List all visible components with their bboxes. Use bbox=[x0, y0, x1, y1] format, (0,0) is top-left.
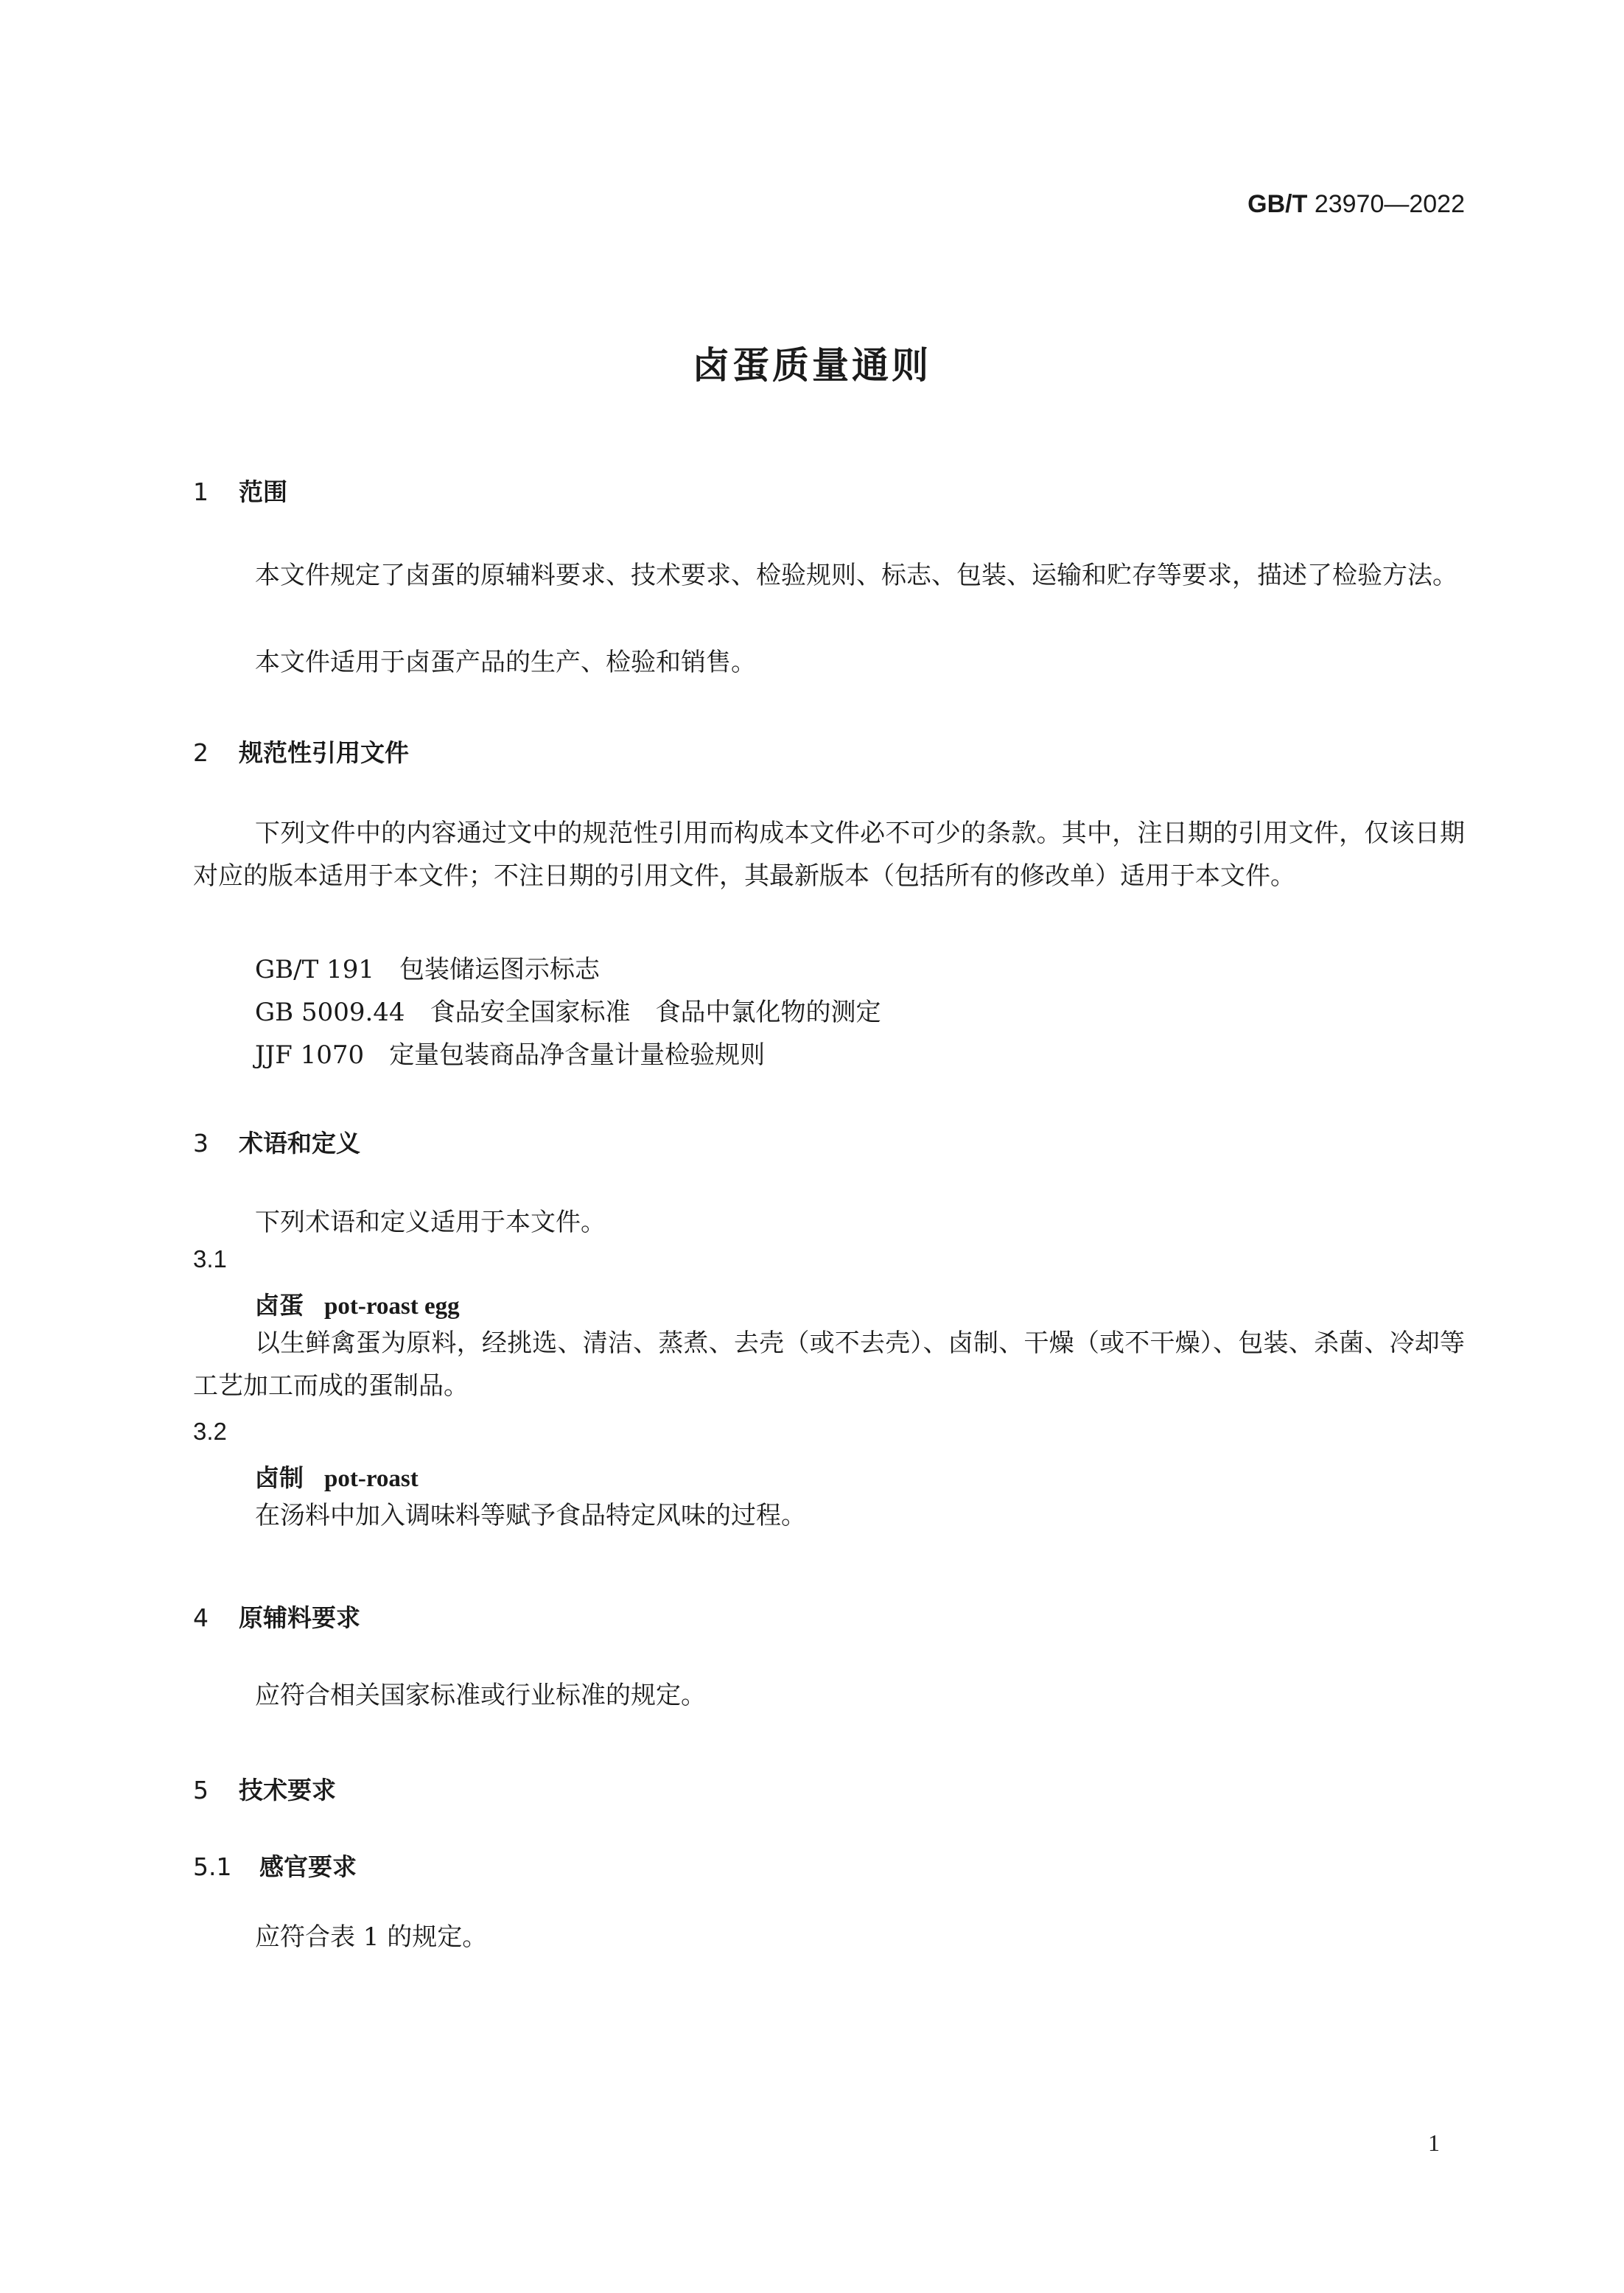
section-title: 技术要求 bbox=[239, 1776, 336, 1804]
subsection-number: 5.1 bbox=[193, 1852, 232, 1881]
section-number: 2 bbox=[193, 738, 209, 767]
reference-code: GB 5009.44 bbox=[255, 998, 405, 1027]
paragraph: 应符合表 1 的规定。 bbox=[255, 1922, 488, 1952]
section-number: 4 bbox=[193, 1603, 209, 1632]
paragraph: 下列术语和定义适用于本文件。 bbox=[255, 1208, 606, 1237]
subsection-title: 感官要求 bbox=[259, 1852, 357, 1881]
reference-item bbox=[255, 949, 600, 985]
section-number: 5 bbox=[193, 1776, 209, 1804]
paragraph: 本文件规定了卤蛋的原辅料要求、技术要求、检验规则、标志、包装、运输和贮存等要求，描述了检验方法。 bbox=[255, 561, 1457, 590]
term-definition: 在汤料中加入调味料等赋予食品特定风味的过程。 bbox=[255, 1501, 806, 1530]
reference-title: 定量包装商品净含量计量检验规则 bbox=[389, 1040, 766, 1070]
section-title: 术语和定义 bbox=[239, 1129, 360, 1158]
section-3-heading bbox=[193, 1124, 360, 1159]
term-zh: 卤制 bbox=[255, 1463, 304, 1492]
section-4-heading bbox=[193, 1599, 360, 1634]
reference-item bbox=[255, 992, 881, 1028]
section-title: 规范性引用文件 bbox=[239, 738, 409, 767]
term-number: 3.1 bbox=[193, 1245, 227, 1272]
standard-number: 23970—2022 bbox=[1314, 190, 1465, 218]
term-en: pot-roast egg bbox=[324, 1293, 460, 1320]
paragraph: 应符合相关国家标准或行业标准的规定。 bbox=[255, 1681, 706, 1710]
reference-title: 包装储运图示标志 bbox=[399, 955, 600, 984]
section-1-heading bbox=[193, 473, 287, 508]
standard-prefix: GB/T bbox=[1247, 190, 1308, 218]
section-5-heading bbox=[193, 1771, 336, 1806]
standard-code bbox=[1247, 190, 1465, 219]
paragraph: 本文件适用于卤蛋产品的生产、检验和销售。 bbox=[255, 648, 756, 677]
page-number: 1 bbox=[1428, 2129, 1440, 2156]
document-title: 卤蛋质量通则 bbox=[693, 344, 931, 387]
term-name bbox=[255, 1459, 419, 1494]
subsection-5-1-heading bbox=[193, 1848, 357, 1883]
term-zh: 卤蛋 bbox=[255, 1291, 304, 1320]
section-number: 3 bbox=[193, 1129, 209, 1158]
section-title: 范围 bbox=[239, 477, 287, 506]
term-name bbox=[255, 1286, 460, 1321]
reference-code: GB/T 191 bbox=[255, 955, 374, 984]
term-en: pot-roast bbox=[324, 1466, 419, 1492]
section-number: 1 bbox=[193, 477, 209, 506]
paragraph: 下列文件中的内容通过文中的规范性引用而构成本文件必不可少的条款。其中，注日期的引用文件，仅该日期对应的版本适用于本文件；不注日期的引用文件，其最新版本（包括所有的修改单）适用于本文件。 bbox=[193, 819, 1465, 891]
reference-title: 食品安全国家标准 食品中氯化物的测定 bbox=[430, 998, 881, 1027]
section-2-heading bbox=[193, 734, 409, 769]
section-title: 原辅料要求 bbox=[239, 1603, 360, 1632]
term-definition: 以生鲜禽蛋为原料，经挑选、清洁、蒸煮、去壳（或不去壳）、卤制、干燥（或不干燥）、包装、杀菌、冷却等工艺加工而成的蛋制品。 bbox=[193, 1328, 1465, 1401]
reference-code: JJF 1070 bbox=[255, 1040, 365, 1070]
term-number: 3.2 bbox=[193, 1418, 227, 1445]
reference-item bbox=[255, 1035, 765, 1071]
